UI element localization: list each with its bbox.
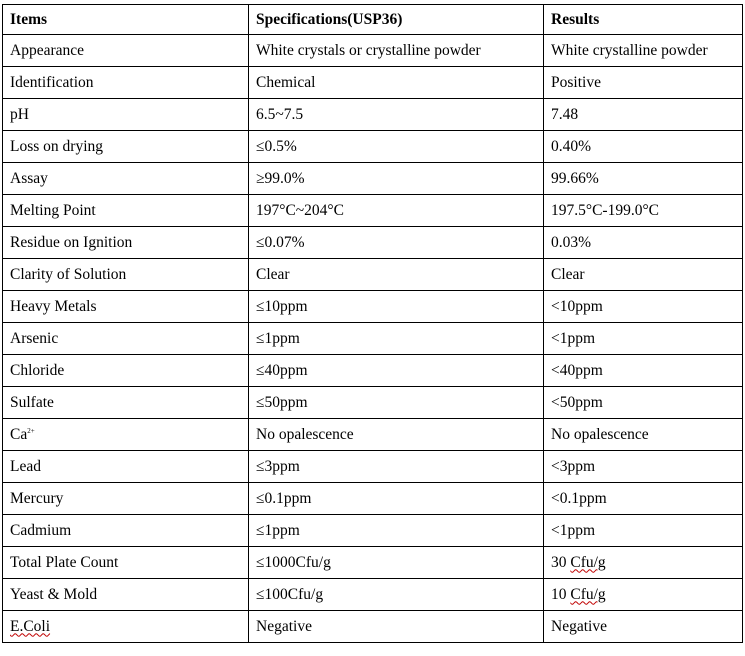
result-cell: 0.03%: [544, 227, 743, 259]
spec-cell: ≤3ppm: [249, 451, 544, 483]
table-row: [3, 227, 743, 259]
table-row: [3, 99, 743, 131]
item-cell: Arsenic: [3, 323, 249, 355]
item-cell: Heavy Metals: [3, 291, 249, 323]
table-row: [3, 387, 743, 419]
item-cell: Total Plate Count: [3, 547, 249, 579]
item-cell: Melting Point: [3, 195, 249, 227]
table-row: [3, 131, 743, 163]
table-row: [3, 419, 743, 451]
result-cell: Positive: [544, 67, 743, 99]
result-cell: 0.40%: [544, 131, 743, 163]
result-unit: Cfu/g: [570, 553, 606, 571]
item-cell: [3, 419, 249, 451]
table-row: [3, 611, 743, 643]
table-row: [3, 323, 743, 355]
spec-cell: No opalescence: [249, 419, 544, 451]
item-cell: Loss on drying: [3, 131, 249, 163]
item-cell: Chloride: [3, 355, 249, 387]
spec-cell: ≤0.5%: [249, 131, 544, 163]
spec-cell: ≤0.1ppm: [249, 483, 544, 515]
result-cell: 99.66%: [544, 163, 743, 195]
item-cell: Clarity of Solution: [3, 259, 249, 291]
result-cell: [544, 547, 743, 579]
item-text: Ca: [10, 425, 28, 443]
spec-cell: Clear: [249, 259, 544, 291]
spec-cell: ≤50ppm: [249, 387, 544, 419]
item-cell: Sulfate: [3, 387, 249, 419]
result-unit: Cfu/g: [570, 585, 606, 603]
table-row: [3, 579, 743, 611]
spec-cell: ≤1000Cfu/g: [249, 547, 544, 579]
table-row: [3, 355, 743, 387]
result-cell: <3ppm: [544, 451, 743, 483]
spec-cell: ≤40ppm: [249, 355, 544, 387]
item-cell: Identification: [3, 67, 249, 99]
header-row: [3, 5, 743, 35]
table-row: [3, 195, 743, 227]
superscript-charge: 2+: [27, 426, 35, 435]
result-cell: White crystalline powder: [544, 35, 743, 67]
result-cell: Clear: [544, 259, 743, 291]
result-cell: <0.1ppm: [544, 483, 743, 515]
item-cell: Mercury: [3, 483, 249, 515]
item-cell: pH: [3, 99, 249, 131]
result-number: 10: [551, 585, 567, 603]
spec-cell: 197°C~204°C: [249, 195, 544, 227]
table-row: [3, 67, 743, 99]
table-row: [3, 515, 743, 547]
spec-cell: ≤10ppm: [249, 291, 544, 323]
table-row: [3, 547, 743, 579]
result-cell: <50ppm: [544, 387, 743, 419]
header-specifications: Specifications(USP36): [249, 5, 544, 35]
table-row: [3, 163, 743, 195]
spec-cell: ≤100Cfu/g: [249, 579, 544, 611]
result-cell: 197.5°C-199.0°C: [544, 195, 743, 227]
spec-cell: Chemical: [249, 67, 544, 99]
table-row: [3, 259, 743, 291]
specification-table: [2, 4, 743, 643]
spec-cell: ≤1ppm: [249, 323, 544, 355]
result-number: 30: [551, 553, 567, 571]
spec-cell: Negative: [249, 611, 544, 643]
item-cell: [3, 611, 249, 643]
item-cell: Yeast & Mold: [3, 579, 249, 611]
result-cell: [544, 579, 743, 611]
result-cell: <1ppm: [544, 515, 743, 547]
spec-cell: ≤0.07%: [249, 227, 544, 259]
item-cell: Cadmium: [3, 515, 249, 547]
result-cell: <10ppm: [544, 291, 743, 323]
spec-cell: White crystals or crystalline powder: [249, 35, 544, 67]
spec-cell: ≥99.0%: [249, 163, 544, 195]
item-cell: Lead: [3, 451, 249, 483]
result-cell: Negative: [544, 611, 743, 643]
result-cell: <40ppm: [544, 355, 743, 387]
item-text: E.Coli: [10, 617, 51, 635]
table-row: [3, 451, 743, 483]
item-cell: Appearance: [3, 35, 249, 67]
header-results: Results: [544, 5, 743, 35]
spec-cell: ≤1ppm: [249, 515, 544, 547]
item-cell: Residue on Ignition: [3, 227, 249, 259]
header-items: Items: [3, 5, 249, 35]
table-row: [3, 483, 743, 515]
table-row: [3, 291, 743, 323]
spec-cell: 6.5~7.5: [249, 99, 544, 131]
result-cell: No opalescence: [544, 419, 743, 451]
table-row: [3, 35, 743, 67]
result-cell: <1ppm: [544, 323, 743, 355]
item-cell: Assay: [3, 163, 249, 195]
result-cell: 7.48: [544, 99, 743, 131]
